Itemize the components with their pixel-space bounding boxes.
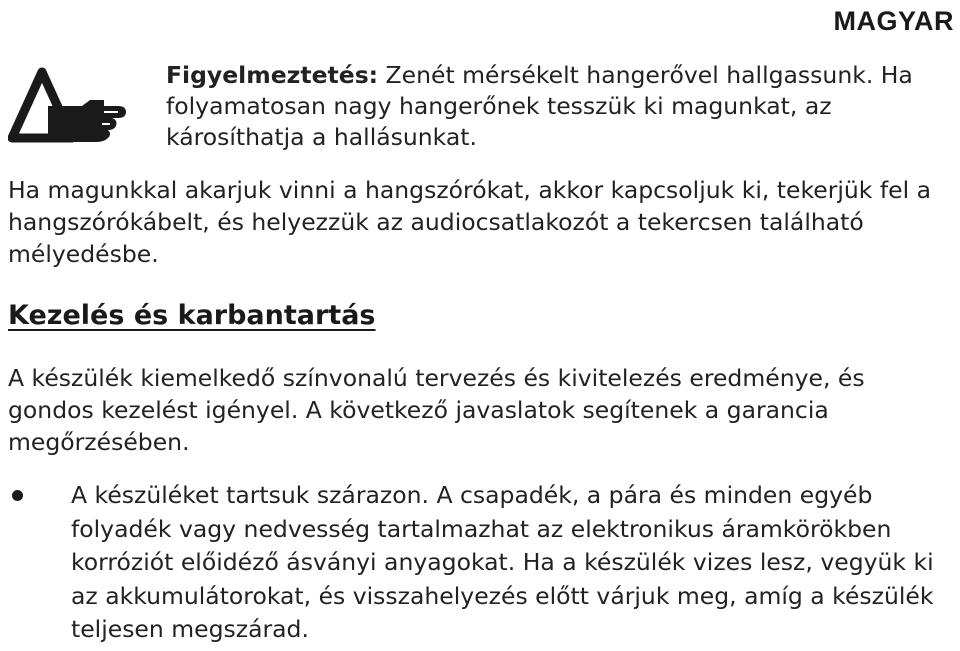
bullet-list	[8, 479, 956, 647]
warning-body: Zenét mérsékelt hangerővel hallgassunk. Ha folyamatosan nagy hangerőnek tesszük ki magunkat, az károsíthatja a hallásunkat.	[166, 61, 913, 151]
bullet-item	[8, 479, 956, 647]
bullet-dot	[12, 490, 23, 501]
section-paragraph: A készülék kiemelkedő színvonalú tervezés és kivitelezés eredménye, és gondos kezelést igényel. A következő javaslatok segítenek a garancia megőrzésében.	[8, 364, 865, 456]
warning-text	[166, 60, 956, 153]
section-heading: Kezelés és karbantartás	[8, 300, 376, 331]
intro-paragraph: Ha magunkkal akarjuk vinni a hangszórókat, akkor kapcsoljuk ki, tekerjük fel a hangszórókábelt, és helyezzük az audiocsatlakozót a tekercsen található mélyedésbe.	[8, 176, 931, 268]
warning-lead: Figyelmeztetés:	[166, 61, 379, 89]
bullet-text: A készüléket tartsuk szárazon. A csapadék, a pára és minden egyéb folyadék vagy nedvesség tartalmazhat az elektronikus áramkörökben korróziót előidéző ásványi anyagokat. Ha a készülék vizes lesz, vegyük ki az akkumulátorokat, és visszahelyezés előtt várjuk meg, amíg a készülék teljesen megszárad.	[71, 481, 934, 643]
warning-hand-icon	[8, 66, 130, 148]
language-label: MAGYAR	[833, 6, 954, 36]
